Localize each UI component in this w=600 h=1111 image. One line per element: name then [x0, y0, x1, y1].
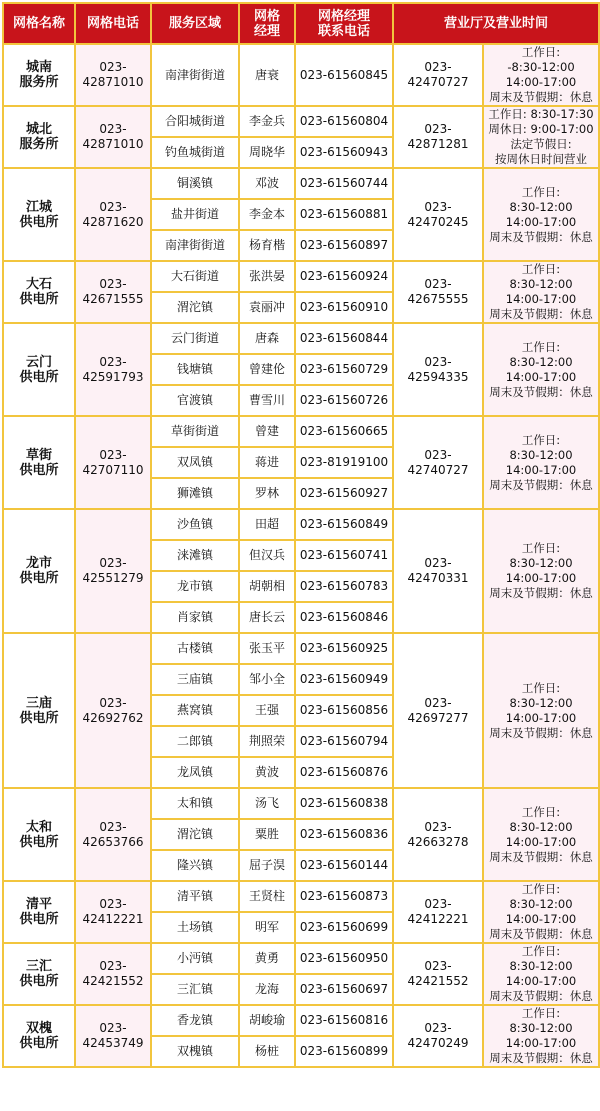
grid-phone-cell [75, 106, 151, 168]
grid-manager-cell: 汤飞 [239, 788, 295, 819]
service-area-cell: 南津街街道 [151, 230, 239, 261]
manager-phone-cell: 023-61560794 [295, 726, 393, 757]
grid-name-line2: 供电所 [19, 974, 59, 989]
service-area-cell: 涞滩镇 [151, 540, 239, 571]
grid-manager-cell: 曹雪川 [239, 385, 295, 416]
grid-phone-cell [75, 633, 151, 788]
grid-manager-cell: 邓波 [239, 168, 295, 199]
grid-name-line2: 服务所 [19, 75, 59, 90]
grid-manager-cell: 粟胜 [239, 819, 295, 850]
business-hours-cell [483, 943, 599, 1005]
header-service-area: 服务区域 [151, 3, 239, 44]
table-row [3, 261, 599, 292]
business-hours-line: 工作日: [521, 882, 561, 896]
manager-phone-cell: 023-61560741 [295, 540, 393, 571]
grid-name-cell [3, 788, 75, 881]
table-row [3, 633, 599, 664]
business-hours-cell [483, 509, 599, 633]
grid-phone-line2: 42871010 [82, 75, 144, 89]
grid-name-cell [3, 881, 75, 943]
table-row [3, 788, 599, 819]
table-row [3, 44, 599, 106]
grid-manager-cell: 张洪晏 [239, 261, 295, 292]
service-area-cell: 三庙镇 [151, 664, 239, 695]
service-area-cell: 盐井街道 [151, 199, 239, 230]
business-hours-line: 工作日: [521, 45, 561, 59]
manager-phone-cell: 023-61560783 [295, 571, 393, 602]
service-area-cell: 清平镇 [151, 881, 239, 912]
grid-manager-cell: 屈子淏 [239, 850, 295, 881]
business-hours-cell [483, 323, 599, 416]
service-area-cell: 南津街街道 [151, 44, 239, 106]
service-area-cell: 龙凤镇 [151, 757, 239, 788]
grid-phone-line1: 023- [99, 695, 127, 710]
manager-phone-cell: 023-61560943 [295, 137, 393, 168]
business-hours-cell [483, 168, 599, 261]
business-hours-line: 8:30-12:00 [509, 447, 573, 462]
business-hours-line: 14:00-17:00 [505, 912, 577, 926]
business-hours-cell [483, 633, 599, 788]
business-hours-line: 周休日: 9:00-17:00 [488, 122, 594, 136]
header-business-hall: 营业厅及营业时间 [393, 3, 599, 44]
business-hours-line: 周末及节假期：休息 [489, 229, 593, 244]
header-mgr-phone-line2: 联系电话 [317, 23, 370, 39]
business-hours-cell [483, 881, 599, 943]
service-area-cell: 太和镇 [151, 788, 239, 819]
grid-name-cell [3, 1005, 75, 1067]
grid-phone-cell [75, 881, 151, 943]
business-hours-line: 14:00-17:00 [505, 75, 577, 89]
grid-phone-line2: 42653766 [82, 834, 144, 849]
business-hours-line: 工作日: [521, 944, 561, 958]
business-hours-line: 工作日: 8:30-17:30 [488, 107, 594, 121]
grid-manager-cell: 邹小全 [239, 664, 295, 695]
manager-phone-cell: 023-61560927 [295, 478, 393, 509]
grid-manager-cell: 唐森 [239, 323, 295, 354]
manager-phone-cell: 023-61560876 [295, 757, 393, 788]
grid-name-cell [3, 943, 75, 1005]
grid-manager-cell: 明军 [239, 912, 295, 943]
manager-phone-cell: 023-61560925 [295, 633, 393, 664]
business-hours-line: 周末及节假期：休息 [489, 586, 593, 600]
business-hours-line: 14:00-17:00 [505, 462, 577, 477]
grid-phone-line2: 42551279 [82, 571, 144, 585]
grid-manager-cell: 杨桩 [239, 1036, 295, 1067]
service-area-cell: 二郎镇 [151, 726, 239, 757]
grid-name-line1: 双槐 [25, 1021, 52, 1036]
grid-phone-line1: 023- [99, 819, 127, 834]
business-hours-line: 8:30-12:00 [509, 199, 573, 214]
business-hours-line: 工作日: [521, 541, 561, 555]
business-hours-line: 周末及节假期：休息 [489, 384, 593, 399]
grid-phone-cell [75, 943, 151, 1005]
service-area-cell: 三汇镇 [151, 974, 239, 1005]
grid-phone-line2: 42453749 [82, 1036, 144, 1050]
grid-name-line1: 云门 [25, 354, 52, 370]
grid-phone-cell [75, 1005, 151, 1067]
grid-manager-cell: 王贤柱 [239, 881, 295, 912]
grid-phone-line1: 023- [99, 199, 127, 214]
grid-phone-line2: 42412221 [82, 912, 144, 926]
manager-phone-cell: 023-61560924 [295, 261, 393, 292]
grid-manager-cell: 荆照荣 [239, 726, 295, 757]
manager-phone-cell: 023-61560699 [295, 912, 393, 943]
grid-name-line1: 江城 [25, 199, 52, 215]
grid-manager-cell: 黄波 [239, 757, 295, 788]
grid-manager-cell: 李金本 [239, 199, 295, 230]
table-row [3, 323, 599, 354]
business-hours-line: 8:30-12:00 [509, 897, 573, 911]
grid-name-line1: 城南 [25, 60, 52, 75]
business-hours-line: 周末及节假期：休息 [489, 477, 593, 492]
service-area-cell: 双槐镇 [151, 1036, 239, 1067]
grid-phone-line1: 023- [99, 277, 127, 291]
header-manager-line2: 经理 [253, 23, 280, 39]
grid-manager-cell: 蒋进 [239, 447, 295, 478]
manager-phone-cell: 023-61560873 [295, 881, 393, 912]
grid-phone-line1: 023- [99, 354, 127, 369]
grid-manager-cell: 田超 [239, 509, 295, 540]
manager-phone-cell: 023-61560856 [295, 695, 393, 726]
grid-phone-line1: 023- [99, 60, 127, 74]
hall-phone-cell: 023-42470249 [393, 1005, 483, 1067]
table-row [3, 509, 599, 540]
manager-phone-cell: 023-61560144 [295, 850, 393, 881]
manager-phone-cell: 023-61560697 [295, 974, 393, 1005]
table-row [3, 881, 599, 912]
manager-phone-cell: 023-61560838 [295, 788, 393, 819]
business-hours-line: -8:30-12:00 [507, 60, 575, 74]
grid-name-line2: 供电所 [19, 462, 59, 478]
business-hours-line: 14:00-17:00 [505, 710, 577, 725]
grid-phone-line2: 42871010 [82, 137, 144, 151]
business-hours-line: 14:00-17:00 [505, 1036, 577, 1050]
business-hours-line: 法定节假日: [510, 137, 572, 151]
service-area-cell: 香龙镇 [151, 1005, 239, 1036]
service-area-cell: 狮滩镇 [151, 478, 239, 509]
hall-phone-cell: 023-42871281 [393, 106, 483, 168]
header-grid-name: 网格名称 [3, 3, 75, 44]
manager-phone-cell: 023-61560729 [295, 354, 393, 385]
business-hours-line: 14:00-17:00 [505, 834, 577, 849]
manager-phone-cell: 023-61560804 [295, 106, 393, 137]
business-hours-line: 周末及节假期：休息 [489, 307, 593, 321]
grid-phone-cell [75, 261, 151, 323]
grid-name-cell [3, 106, 75, 168]
manager-phone-cell: 023-61560726 [295, 385, 393, 416]
manager-phone-cell: 023-61560844 [295, 323, 393, 354]
business-hours-line: 周末及节假期：休息 [489, 927, 593, 941]
grid-name-cell [3, 633, 75, 788]
hall-phone-cell: 023-42740727 [393, 416, 483, 509]
header-grid-manager [239, 3, 295, 44]
service-area-cell: 大石街道 [151, 261, 239, 292]
service-area-cell: 小沔镇 [151, 943, 239, 974]
header-grid-phone: 网格电话 [75, 3, 151, 44]
grid-phone-cell [75, 323, 151, 416]
grid-manager-cell: 杨育楷 [239, 230, 295, 261]
manager-phone-cell: 023-61560881 [295, 199, 393, 230]
business-hours-cell [483, 44, 599, 106]
table-row [3, 943, 599, 974]
business-hours-line: 8:30-12:00 [509, 556, 573, 570]
grid-manager-cell: 李金兵 [239, 106, 295, 137]
business-hours-line: 工作日: [521, 680, 561, 695]
manager-phone-cell: 023-61560899 [295, 1036, 393, 1067]
grid-contact-table-wrapper [2, 2, 598, 1068]
business-hours-line: 14:00-17:00 [505, 292, 577, 306]
table-row [3, 416, 599, 447]
business-hours-line: 工作日: [521, 262, 561, 276]
business-hours-line: 8:30-12:00 [509, 819, 573, 834]
header-manager-phone [295, 3, 393, 44]
business-hours-line: 8:30-12:00 [509, 1021, 573, 1035]
business-hours-cell [483, 106, 599, 168]
table-row [3, 168, 599, 199]
grid-manager-cell: 唐衰 [239, 44, 295, 106]
business-hours-line: 14:00-17:00 [505, 369, 577, 384]
business-hours-line: 周末及节假期：休息 [489, 725, 593, 740]
service-area-cell: 隆兴镇 [151, 850, 239, 881]
grid-manager-cell: 王强 [239, 695, 295, 726]
business-hours-line: 周末及节假期：休息 [489, 90, 593, 104]
grid-name-line1: 三汇 [25, 959, 52, 974]
grid-name-cell [3, 168, 75, 261]
business-hours-line: 14:00-17:00 [505, 214, 577, 229]
grid-name-line1: 三庙 [25, 695, 52, 711]
business-hours-line: 周末及节假期：休息 [489, 1051, 593, 1065]
grid-name-line2: 供电所 [19, 571, 59, 586]
grid-name-line1: 城北 [25, 122, 52, 137]
grid-phone-line1: 023- [99, 556, 127, 570]
grid-phone-cell [75, 44, 151, 106]
hall-phone-cell: 023-42470727 [393, 44, 483, 106]
business-hours-line: 按周休日时间营业 [495, 152, 587, 166]
manager-phone-cell: 023-61560836 [295, 819, 393, 850]
manager-phone-cell: 023-61560910 [295, 292, 393, 323]
manager-phone-cell: 023-61560950 [295, 943, 393, 974]
business-hours-line: 8:30-12:00 [509, 959, 573, 973]
service-area-cell: 渭沱镇 [151, 292, 239, 323]
grid-phone-cell [75, 168, 151, 261]
service-area-cell: 古楼镇 [151, 633, 239, 664]
grid-phone-cell [75, 416, 151, 509]
manager-phone-cell: 023-61560744 [295, 168, 393, 199]
grid-name-line2: 供电所 [19, 292, 59, 307]
business-hours-line: 14:00-17:00 [505, 571, 577, 585]
grid-manager-cell: 黄勇 [239, 943, 295, 974]
grid-phone-line1: 023- [99, 447, 127, 462]
hall-phone-cell: 023-42470245 [393, 168, 483, 261]
service-area-cell: 铜溪镇 [151, 168, 239, 199]
grid-manager-cell: 胡朝相 [239, 571, 295, 602]
grid-manager-cell: 周晓华 [239, 137, 295, 168]
grid-manager-cell: 龙海 [239, 974, 295, 1005]
grid-phone-line1: 023- [99, 959, 127, 973]
table-row [3, 1005, 599, 1036]
business-hours-line: 工作日: [521, 432, 561, 447]
service-area-cell: 肖家镇 [151, 602, 239, 633]
table-body [3, 44, 599, 1067]
grid-name-line2: 供电所 [19, 369, 59, 385]
hall-phone-cell: 023-42594335 [393, 323, 483, 416]
grid-phone-line2: 42692762 [82, 710, 144, 725]
table-header-row [3, 3, 599, 44]
grid-name-line2: 供电所 [19, 912, 59, 927]
service-area-cell: 沙鱼镇 [151, 509, 239, 540]
grid-name-line1: 太和 [25, 819, 52, 835]
grid-phone-line1: 023- [99, 1021, 127, 1035]
business-hours-line: 8:30-12:00 [509, 695, 573, 710]
service-area-cell: 燕窝镇 [151, 695, 239, 726]
grid-phone-line1: 023- [99, 122, 127, 136]
grid-name-cell [3, 261, 75, 323]
grid-name-line1: 大石 [25, 277, 52, 292]
grid-phone-cell [75, 509, 151, 633]
grid-phone-line2: 42671555 [82, 292, 144, 306]
service-area-cell: 合阳城街道 [151, 106, 239, 137]
manager-phone-cell: 023-61560949 [295, 664, 393, 695]
service-area-cell: 渭沱镇 [151, 819, 239, 850]
manager-phone-cell: 023-61560846 [295, 602, 393, 633]
grid-phone-line1: 023- [99, 897, 127, 911]
grid-manager-cell: 张玉平 [239, 633, 295, 664]
header-manager-line1: 网格 [253, 8, 280, 24]
business-hours-line: 周末及节假期：休息 [489, 989, 593, 1003]
manager-phone-cell: 023-61560845 [295, 44, 393, 106]
grid-name-cell [3, 416, 75, 509]
manager-phone-cell: 023-61560816 [295, 1005, 393, 1036]
grid-phone-line2: 42707110 [82, 462, 144, 477]
business-hours-cell [483, 788, 599, 881]
grid-manager-cell: 但汉兵 [239, 540, 295, 571]
hall-phone-cell: 023-42675555 [393, 261, 483, 323]
business-hours-line: 工作日: [521, 804, 561, 819]
manager-phone-cell: 023-61560665 [295, 416, 393, 447]
business-hours-line: 周末及节假期：休息 [489, 849, 593, 864]
business-hours-cell [483, 261, 599, 323]
hall-phone-cell: 023-42421552 [393, 943, 483, 1005]
business-hours-line: 工作日: [521, 1006, 561, 1020]
grid-name-line2: 供电所 [19, 834, 59, 850]
manager-phone-cell: 023-81919100 [295, 447, 393, 478]
grid-name-line1: 龙市 [25, 556, 52, 571]
grid-manager-cell: 罗林 [239, 478, 295, 509]
grid-manager-cell: 胡峻瑜 [239, 1005, 295, 1036]
business-hours-line: 工作日: [521, 339, 561, 354]
business-hours-line: 8:30-12:00 [509, 354, 573, 369]
grid-phone-line2: 42871620 [82, 214, 144, 229]
grid-name-cell [3, 323, 75, 416]
business-hours-line: 14:00-17:00 [505, 974, 577, 988]
service-area-cell: 土场镇 [151, 912, 239, 943]
service-area-cell: 钱塘镇 [151, 354, 239, 385]
header-mgr-phone-line1: 网格经理 [317, 8, 370, 24]
grid-phone-line2: 42591793 [82, 369, 144, 384]
service-area-cell: 草街街道 [151, 416, 239, 447]
grid-name-line2: 服务所 [19, 137, 59, 152]
grid-manager-cell: 袁丽冲 [239, 292, 295, 323]
grid-contact-table [2, 2, 600, 1068]
grid-name-line2: 供电所 [19, 214, 59, 230]
manager-phone-cell: 023-61560849 [295, 509, 393, 540]
grid-name-line2: 供电所 [19, 710, 59, 726]
grid-name-line2: 供电所 [19, 1036, 59, 1051]
grid-name-cell [3, 509, 75, 633]
business-hours-cell [483, 416, 599, 509]
grid-name-line1: 清平 [25, 897, 52, 912]
service-area-cell: 双凤镇 [151, 447, 239, 478]
grid-manager-cell: 唐长云 [239, 602, 295, 633]
business-hours-line: 8:30-12:00 [509, 277, 573, 291]
grid-manager-cell: 曾建伦 [239, 354, 295, 385]
manager-phone-cell: 023-61560897 [295, 230, 393, 261]
grid-manager-cell: 曾建 [239, 416, 295, 447]
hall-phone-cell: 023-42412221 [393, 881, 483, 943]
grid-phone-line2: 42421552 [82, 974, 144, 988]
hall-phone-cell: 023-42470331 [393, 509, 483, 633]
service-area-cell: 云门街道 [151, 323, 239, 354]
hall-phone-cell: 023-42663278 [393, 788, 483, 881]
service-area-cell: 龙市镇 [151, 571, 239, 602]
grid-name-line1: 草街 [25, 447, 52, 463]
business-hours-line: 工作日: [521, 184, 561, 199]
business-hours-cell [483, 1005, 599, 1067]
service-area-cell: 钓鱼城街道 [151, 137, 239, 168]
table-row [3, 106, 599, 137]
grid-name-cell [3, 44, 75, 106]
hall-phone-cell: 023-42697277 [393, 633, 483, 788]
service-area-cell: 官渡镇 [151, 385, 239, 416]
grid-phone-cell [75, 788, 151, 881]
